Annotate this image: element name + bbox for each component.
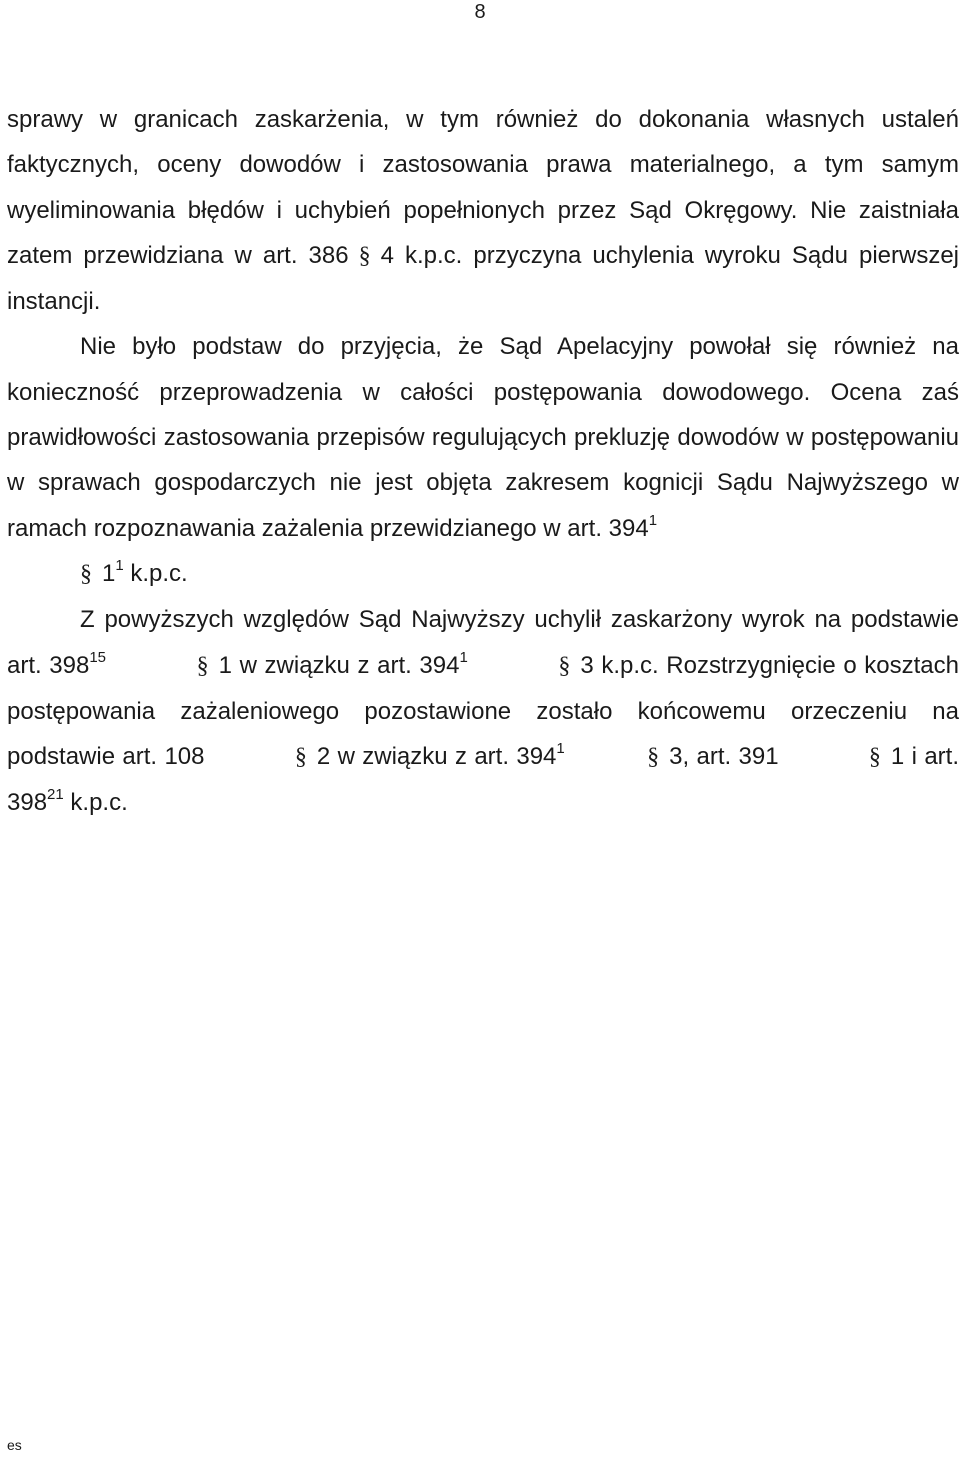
superscript: 15 (89, 648, 107, 666)
section-sign: § (294, 744, 307, 771)
superscript: 1 (556, 740, 565, 758)
paragraph-3-text-g: k.p.c. (63, 789, 128, 817)
paragraph-1 (7, 97, 959, 324)
paragraph-1-text-b: 4 k.p.c. przyczyna uchylenia wyroku Sądu pierwszej instancji. (7, 241, 959, 316)
paragraph-3-text-e: 3, art. 391 (669, 743, 779, 771)
superscript: 1 (648, 511, 658, 529)
paragraph-3-text-b: 1 w związku z art. 394 (218, 651, 460, 679)
section-sign: § (558, 652, 571, 679)
paragraph-3-text-c: 3 k.p.c. Rozstrzygnięcie o kosztach postępowania zażaleniowego pozostawione zostało końcowemu orzeczeniu na podstawie art. 108 (7, 651, 959, 771)
section-sign: § (358, 242, 371, 269)
paragraph-3 (7, 597, 959, 825)
document-body (7, 97, 959, 826)
section-sign: § (80, 560, 92, 587)
superscript: 21 (47, 786, 64, 804)
section-sign: § (196, 652, 209, 679)
page-number: 8 (474, 1, 486, 23)
paragraph-3-text-a: Z powyższych względów Sąd Najwyższy uchylił zaskarżony wyrok na podstawie art. 398 (7, 606, 959, 679)
paragraph-2-text-b: 1 (102, 559, 116, 587)
paragraph-2-text-c: k.p.c. (123, 559, 188, 587)
paragraph-2-text-a: Nie było podstaw do przyjęcia, że Sąd Apelacyjny powołał się również na konieczność przeprowadzenia w całości postępowania dowodowego. Ocena zaś prawidłowości zastosowania przepisów regulujących prekluzję dowodów w postępowaniu w sprawach gospodarczych nie jest objęta zakresem kognicji Sądu Najwyższego w ramach rozpoznawania zażalenia przewidzianego w art. 394 (7, 333, 959, 542)
superscript: 1 (115, 556, 124, 574)
footer-initials: es (7, 1437, 22, 1453)
section-sign: § (647, 744, 660, 771)
section-sign: § (868, 744, 881, 771)
superscript: 1 (459, 648, 468, 666)
paragraph-3-text-f: 1 i art. 398 (7, 743, 959, 817)
paragraph-2 (7, 324, 959, 597)
paragraph-3-text-d: 2 w związku z art. 394 (316, 743, 557, 771)
paragraph-1-text-a: sprawy w granicach zaskarżenia, w tym również do dokonania własnych ustaleń faktycznych, oceny dowodów i zastosowania prawa materialnego, a tym samym wyeliminowania błędów i uchybień popełnionych przez Sąd Okręgowy. Nie zaistniała zatem przewidziana w art. 386 (7, 106, 959, 269)
